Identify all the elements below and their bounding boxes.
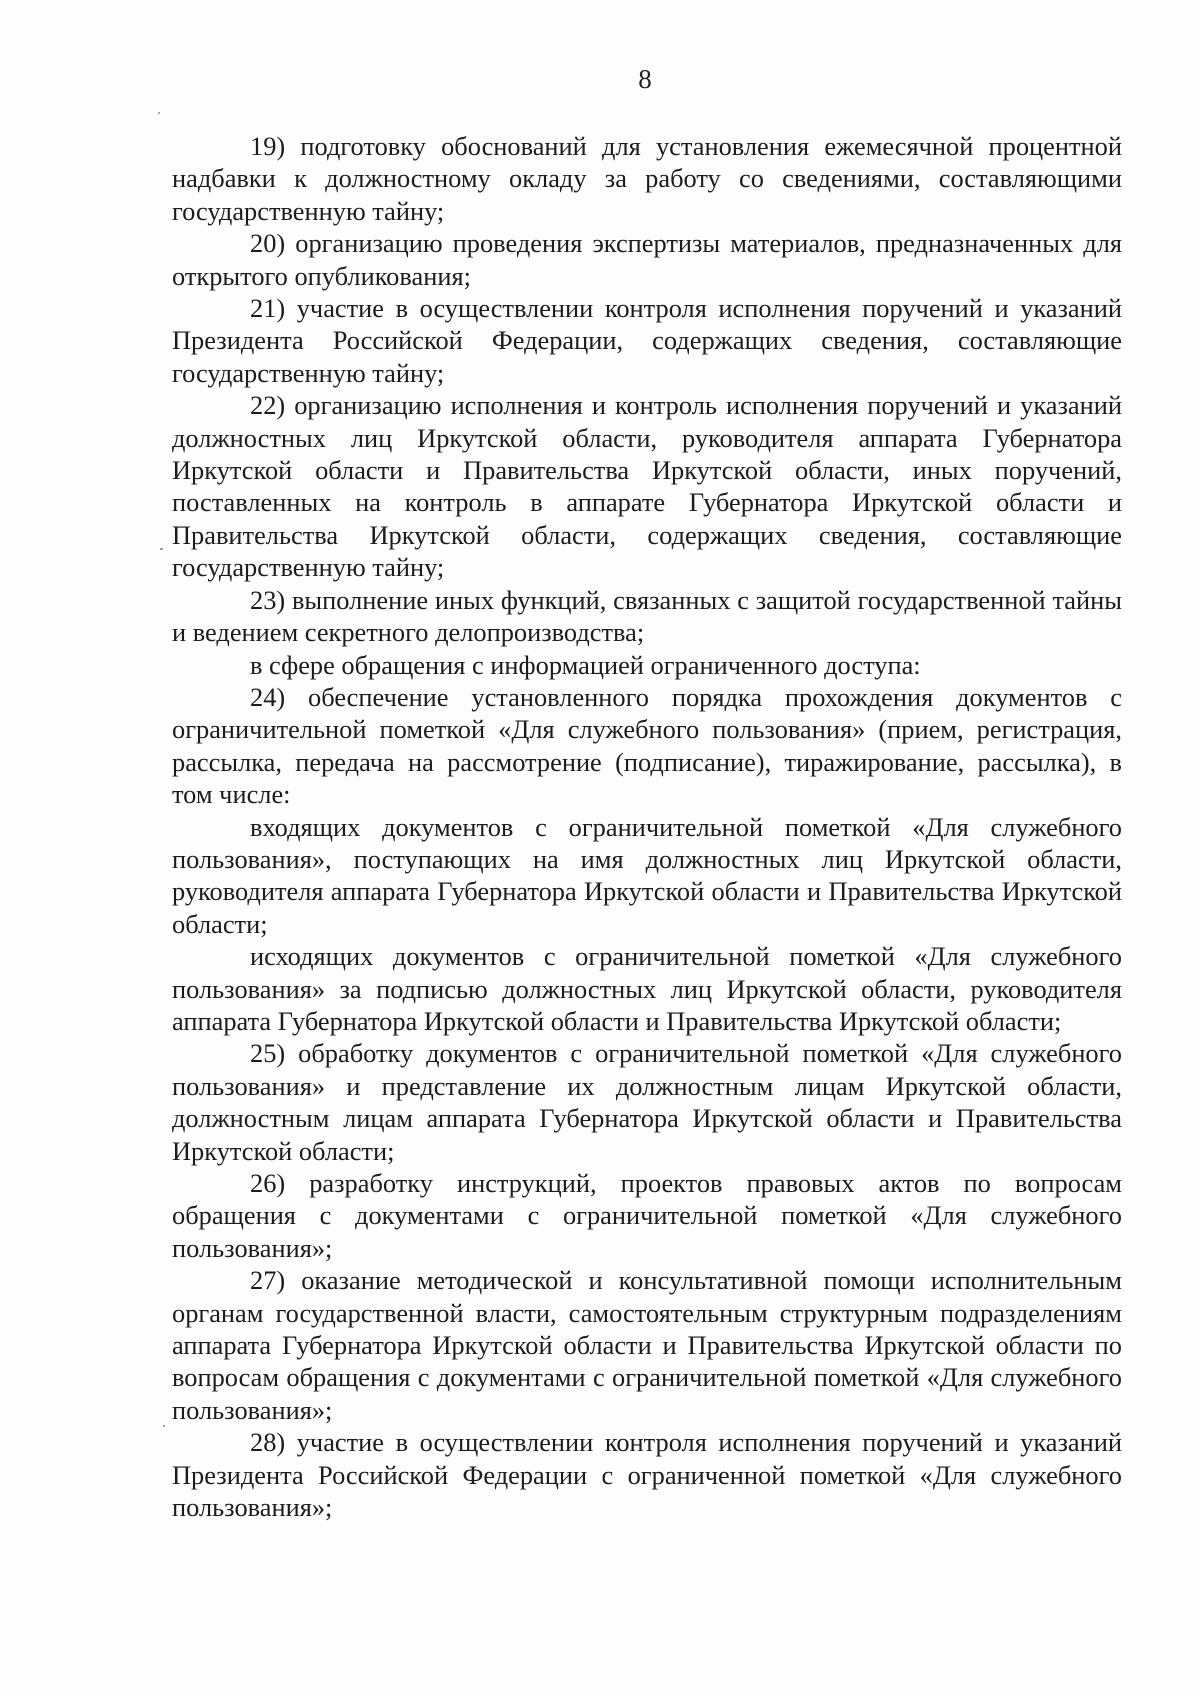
paragraph-item-19: 19) подготовку обоснований для установления ежемесячной процентной надбавки к должностному окладу за работу со сведениями, составляющими государственную тайну; — [172, 131, 1122, 226]
page-number: 8 — [638, 64, 652, 94]
paragraph-item-25: 25) обработку документов с ограничительной пометкой «Для служебного пользования» и представление их должностным лицам Иркутской области, должностным лицам аппарата Губернатора Иркутской области и Правительства Иркутской области; — [172, 1038, 1122, 1166]
paragraph-item-27: 27) оказание методической и консультативной помощи исполнительным органам государственной власти, самостоятельным структурным подразделениям аппарата Губернатора Иркутской области и Правительства Иркутской области по вопросам обращения с документами с ограничительной пометкой «Для служебного пользования»; — [172, 1265, 1122, 1425]
paragraph-item-26: 26) разработку инструкций, проектов правовых актов по вопросам обращения с документами с ограничительной пометкой «Для служебного пользования»; — [172, 1168, 1122, 1263]
scan-speck — [163, 1425, 165, 1427]
paragraph-item-28: 28) участие в осуществлении контроля исполнения поручений и указаний Президента Российской Федерации с ограниченной пометкой «Для служебного пользования»; — [172, 1427, 1122, 1523]
paragraph-item-21: 21) участие в осуществлении контроля исполнения поручений и указаний Президента Российской Федерации, содержащих сведения, составляющие государственную тайну; — [172, 293, 1122, 388]
paragraph-item-20: 20) организацию проведения экспертизы материалов, предназначенных для открытого опубликования; — [172, 228, 1122, 291]
scan-speck — [160, 548, 163, 550]
paragraph-item-24: 24) обеспечение установленного порядка прохождения документов с ограничительной пометкой «Для служебного пользования» (прием, регистрация, рассылка, передача на рассмотрение (подписание), тиражирование, рассылка), в том числе: — [172, 681, 1122, 810]
scan-speck — [158, 112, 160, 114]
document-body — [172, 130, 1122, 1523]
paragraph-outgoing-documents: исходящих документов с ограничительной пометкой «Для служебного пользования» за подписью должностных лиц Иркутской области, руководителя аппарата Губернатора Иркутской области и Правительства Иркутской области; — [172, 941, 1122, 1036]
paragraph-incoming-documents: входящих документов с ограничительной пометкой «Для служебного пользования», поступающих на имя должностных лиц Иркутской области, руководителя аппарата Губернатора Иркутской области и Правительства Иркутской области; — [172, 811, 1122, 939]
section-heading-restricted-info: в сфере обращения с информацией ограниченного доступа: — [250, 649, 921, 680]
paragraph-item-22: 22) организацию исполнения и контроль исполнения поручений и указаний должностных лиц Иркутской области, руководителя аппарата Губернатора Иркутской области и Правительства Иркутской области, иных поручений, поставленных на контроль в аппарате Губернатора Иркутской области и Правительства Иркутской области, содержащих сведения, составляющие государственную тайну; — [172, 390, 1122, 583]
paragraph-item-23: 23) выполнение иных функций, связанных с защитой государственной тайны и ведением секретного делопроизводства; — [172, 584, 1122, 648]
